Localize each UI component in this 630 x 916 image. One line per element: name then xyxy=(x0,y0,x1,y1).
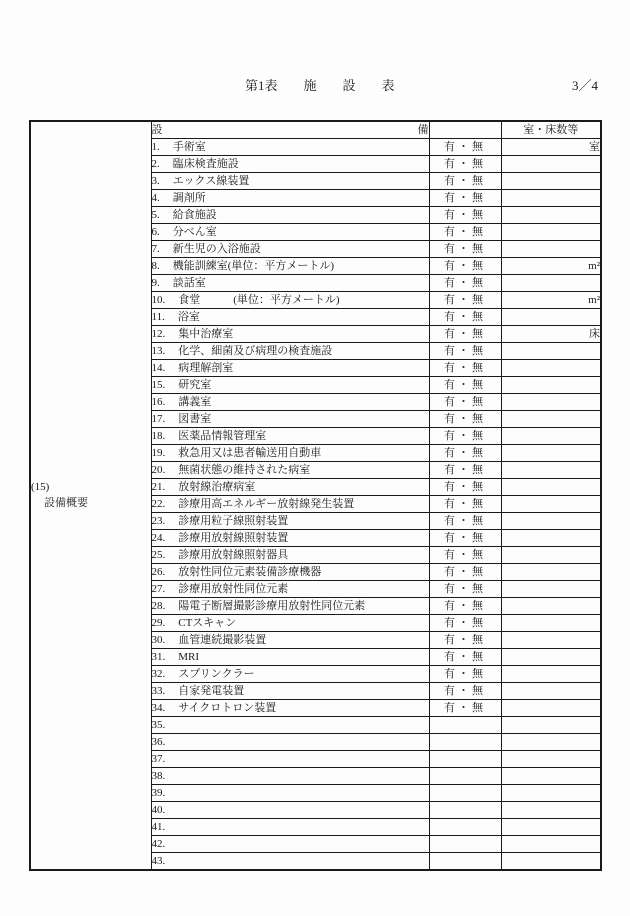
unit-cell xyxy=(501,377,601,394)
item-number: 22. xyxy=(151,497,166,510)
item-number: 26. xyxy=(151,565,166,578)
item-label: 診療用放射線照射装置 xyxy=(178,531,289,544)
item-cell xyxy=(151,683,429,700)
equipment-header-right: 備 xyxy=(417,123,429,136)
presence-cell: 有・無 xyxy=(429,343,501,360)
item-cell xyxy=(151,207,429,224)
unit-cell xyxy=(501,309,601,326)
presence-cell: 有・無 xyxy=(429,292,501,309)
item-label: 診療用放射線照射器具 xyxy=(178,548,289,561)
presence-cell xyxy=(429,836,501,853)
item-label: 自家発電装置 xyxy=(178,684,245,697)
presence-cell: 有・無 xyxy=(429,309,501,326)
item-number: 10. xyxy=(151,293,166,306)
unit-cell xyxy=(501,547,601,564)
presence-cell: 有・無 xyxy=(429,394,501,411)
unit-cell xyxy=(501,207,601,224)
item-cell xyxy=(151,751,429,768)
presence-cell xyxy=(429,768,501,785)
item-label: スプリンクラー xyxy=(178,667,255,680)
presence-cell xyxy=(429,785,501,802)
item-number: 39. xyxy=(151,786,166,799)
unit-cell: 室 xyxy=(501,139,601,156)
presence-cell: 有・無 xyxy=(429,496,501,513)
item-cell xyxy=(151,717,429,734)
item-number: 3. xyxy=(151,174,160,187)
item-cell xyxy=(151,428,429,445)
item-cell xyxy=(151,700,429,717)
presence-cell: 有・無 xyxy=(429,598,501,615)
item-cell xyxy=(151,156,429,173)
presence-cell: 有・無 xyxy=(429,241,501,258)
item-number: 12. xyxy=(151,327,166,340)
equipment-header-left: 設 xyxy=(151,123,163,136)
presence-cell: 有・無 xyxy=(429,462,501,479)
item-number: 16. xyxy=(151,395,166,408)
unit-cell xyxy=(501,598,601,615)
facility-table xyxy=(29,120,602,871)
item-cell xyxy=(151,360,429,377)
presence-cell: 有・無 xyxy=(429,428,501,445)
item-label: 講義室 xyxy=(178,395,212,408)
unit-cell xyxy=(501,343,601,360)
item-number: 35. xyxy=(151,718,166,731)
presence-cell: 有・無 xyxy=(429,156,501,173)
unit-cell xyxy=(501,717,601,734)
item-number: 13. xyxy=(151,344,166,357)
item-number: 7. xyxy=(151,242,160,255)
presence-cell: 有・無 xyxy=(429,360,501,377)
item-number: 21. xyxy=(151,480,166,493)
item-label: 放射線治療病室 xyxy=(178,480,256,493)
item-cell xyxy=(151,190,429,207)
item-cell xyxy=(151,275,429,292)
unit-cell xyxy=(501,853,601,871)
presence-cell: 有・無 xyxy=(429,564,501,581)
item-number: 20. xyxy=(151,463,166,476)
item-number: 2. xyxy=(151,157,160,170)
item-number: 30. xyxy=(151,633,166,646)
item-cell xyxy=(151,632,429,649)
equipment-header-cell xyxy=(151,121,429,139)
unit-cell xyxy=(501,768,601,785)
unit-cell xyxy=(501,190,601,207)
presence-cell: 有・無 xyxy=(429,275,501,292)
item-number: 17. xyxy=(151,412,166,425)
item-label: 図書室 xyxy=(178,412,212,425)
item-number: 43. xyxy=(151,854,166,867)
item-number: 28. xyxy=(151,599,166,612)
item-number: 4. xyxy=(151,191,160,204)
presence-cell: 有・無 xyxy=(429,173,501,190)
item-cell xyxy=(151,173,429,190)
item-number: 18. xyxy=(151,429,166,442)
presence-cell: 有・無 xyxy=(429,632,501,649)
page-number: 3／4 xyxy=(571,78,598,93)
presence-cell xyxy=(429,751,501,768)
presence-cell: 有・無 xyxy=(429,326,501,343)
item-label: 集中治療室 xyxy=(178,327,234,340)
unit-cell xyxy=(501,581,601,598)
presence-cell: 有・無 xyxy=(429,224,501,241)
unit-header-cell: 室・床数等 xyxy=(501,121,601,139)
item-cell xyxy=(151,649,429,666)
unit-cell xyxy=(501,241,601,258)
item-cell xyxy=(151,462,429,479)
item-cell xyxy=(151,224,429,241)
unit-cell: m² xyxy=(501,292,601,309)
item-number: 19. xyxy=(151,446,166,459)
unit-cell xyxy=(501,462,601,479)
item-cell xyxy=(151,513,429,530)
unit-cell xyxy=(501,683,601,700)
item-number: 11. xyxy=(151,310,165,323)
presence-cell: 有・無 xyxy=(429,581,501,598)
item-cell xyxy=(151,479,429,496)
item-number: 31. xyxy=(151,650,166,663)
unit-cell xyxy=(501,513,601,530)
item-cell xyxy=(151,258,429,275)
item-cell xyxy=(151,819,429,836)
item-number: 1. xyxy=(151,140,160,153)
item-cell xyxy=(151,309,429,326)
item-label: 臨床検査施設 xyxy=(172,157,239,170)
unit-cell xyxy=(501,224,601,241)
item-cell xyxy=(151,598,429,615)
section-number: (15) xyxy=(31,481,50,493)
item-label: CTスキャン xyxy=(178,616,237,629)
item-cell xyxy=(151,785,429,802)
item-number: 34. xyxy=(151,701,166,714)
item-number: 8. xyxy=(151,259,160,272)
presence-cell: 有・無 xyxy=(429,411,501,428)
item-number: 9. xyxy=(151,276,160,289)
presence-cell: 有・無 xyxy=(429,700,501,717)
unit-cell xyxy=(501,496,601,513)
presence-cell xyxy=(429,734,501,751)
unit-cell xyxy=(501,275,601,292)
unit-cell xyxy=(501,785,601,802)
item-cell xyxy=(151,853,429,871)
item-number: 33. xyxy=(151,684,166,697)
presence-cell: 有・無 xyxy=(429,513,501,530)
item-label: エックス線装置 xyxy=(172,174,250,187)
unit-cell xyxy=(501,564,601,581)
item-label: 食堂 (単位：平方メートル) xyxy=(178,293,340,306)
item-number: 37. xyxy=(151,752,166,765)
item-cell xyxy=(151,241,429,258)
item-label: 無菌状態の維持された病室 xyxy=(178,463,311,476)
item-cell xyxy=(151,394,429,411)
item-label: サイクロトロン装置 xyxy=(178,701,277,714)
item-cell xyxy=(151,564,429,581)
item-cell xyxy=(151,292,429,309)
item-cell xyxy=(151,445,429,462)
presence-cell xyxy=(429,802,501,819)
item-label: 調剤所 xyxy=(172,191,206,204)
item-label: MRI xyxy=(178,650,200,663)
item-cell xyxy=(151,666,429,683)
presence-cell: 有・無 xyxy=(429,666,501,683)
item-label: 浴室 xyxy=(177,310,200,323)
unit-cell xyxy=(501,734,601,751)
item-number: 29. xyxy=(151,616,166,629)
unit-cell xyxy=(501,411,601,428)
item-number: 27. xyxy=(151,582,166,595)
item-cell xyxy=(151,836,429,853)
unit-cell xyxy=(501,666,601,683)
item-label: 機能訓練室(単位：平方メートル) xyxy=(172,259,335,272)
item-number: 6. xyxy=(151,225,160,238)
item-number: 42. xyxy=(151,837,166,850)
item-label: 陽電子断層撮影診療用放射性同位元素 xyxy=(178,599,366,612)
item-cell xyxy=(151,734,429,751)
item-cell xyxy=(151,547,429,564)
section-cell xyxy=(30,121,151,870)
item-label: 救急用又は患者輸送用自動車 xyxy=(178,446,322,459)
presence-cell: 有・無 xyxy=(429,530,501,547)
item-number: 15. xyxy=(151,378,166,391)
item-number: 38. xyxy=(151,769,166,782)
item-cell xyxy=(151,343,429,360)
item-cell xyxy=(151,615,429,632)
item-label: 診療用粒子線照射装置 xyxy=(178,514,289,527)
unit-cell: 床 xyxy=(501,326,601,343)
item-label: 談話室 xyxy=(172,276,206,289)
unit-cell xyxy=(501,445,601,462)
item-label: 研究室 xyxy=(178,378,212,391)
item-number: 25. xyxy=(151,548,166,561)
item-cell xyxy=(151,377,429,394)
unit-cell xyxy=(501,700,601,717)
unit-cell xyxy=(501,819,601,836)
unit-cell xyxy=(501,530,601,547)
item-number: 5. xyxy=(151,208,160,221)
item-number: 23. xyxy=(151,514,166,527)
unit-cell xyxy=(501,751,601,768)
item-label: 分べん室 xyxy=(172,225,217,238)
unit-cell xyxy=(501,802,601,819)
item-number: 36. xyxy=(151,735,166,748)
item-cell xyxy=(151,581,429,598)
unit-cell xyxy=(501,479,601,496)
unit-cell xyxy=(501,836,601,853)
item-cell xyxy=(151,530,429,547)
item-cell xyxy=(151,326,429,343)
item-label: 新生児の入浴施設 xyxy=(172,242,261,255)
presence-cell: 有・無 xyxy=(429,649,501,666)
presence-cell: 有・無 xyxy=(429,479,501,496)
item-cell xyxy=(151,139,429,156)
unit-cell xyxy=(501,632,601,649)
item-cell xyxy=(151,802,429,819)
presence-cell: 有・無 xyxy=(429,445,501,462)
presence-cell: 有・無 xyxy=(429,207,501,224)
item-number: 40. xyxy=(151,803,166,816)
presence-header-cell xyxy=(429,121,501,139)
presence-cell: 有・無 xyxy=(429,258,501,275)
presence-cell: 有・無 xyxy=(429,547,501,564)
item-label: 放射性同位元素装備診療機器 xyxy=(178,565,322,578)
table-header-row xyxy=(30,121,601,139)
presence-cell xyxy=(429,853,501,871)
item-number: 14. xyxy=(151,361,166,374)
item-label: 化学、細菌及び病理の検査施設 xyxy=(178,344,333,357)
item-label: 手術室 xyxy=(172,140,206,153)
presence-cell: 有・無 xyxy=(429,683,501,700)
unit-cell xyxy=(501,360,601,377)
unit-cell xyxy=(501,649,601,666)
item-label: 医薬品情報管理室 xyxy=(178,429,267,442)
item-number: 32. xyxy=(151,667,166,680)
presence-cell: 有・無 xyxy=(429,615,501,632)
item-label: 病理解剖室 xyxy=(178,361,234,374)
item-label: 診療用高エネルギー放射線発生装置 xyxy=(178,497,355,510)
item-label: 給食施設 xyxy=(172,208,217,221)
unit-cell xyxy=(501,173,601,190)
presence-cell: 有・無 xyxy=(429,377,501,394)
unit-cell xyxy=(501,615,601,632)
presence-cell xyxy=(429,819,501,836)
presence-cell: 有・無 xyxy=(429,139,501,156)
item-label: 血管連続撮影装置 xyxy=(178,633,267,646)
unit-cell: m² xyxy=(501,258,601,275)
presence-cell xyxy=(429,717,501,734)
item-cell xyxy=(151,411,429,428)
document-title: 第1表 施 設 表 xyxy=(245,78,395,93)
presence-cell: 有・無 xyxy=(429,190,501,207)
unit-cell xyxy=(501,428,601,445)
unit-cell xyxy=(501,394,601,411)
item-cell xyxy=(151,496,429,513)
item-number: 24. xyxy=(151,531,166,544)
section-label: 設備概要 xyxy=(44,497,88,509)
item-cell xyxy=(151,768,429,785)
item-number: 41. xyxy=(151,820,166,833)
item-label: 診療用放射性同位元素 xyxy=(178,582,289,595)
unit-cell xyxy=(501,156,601,173)
